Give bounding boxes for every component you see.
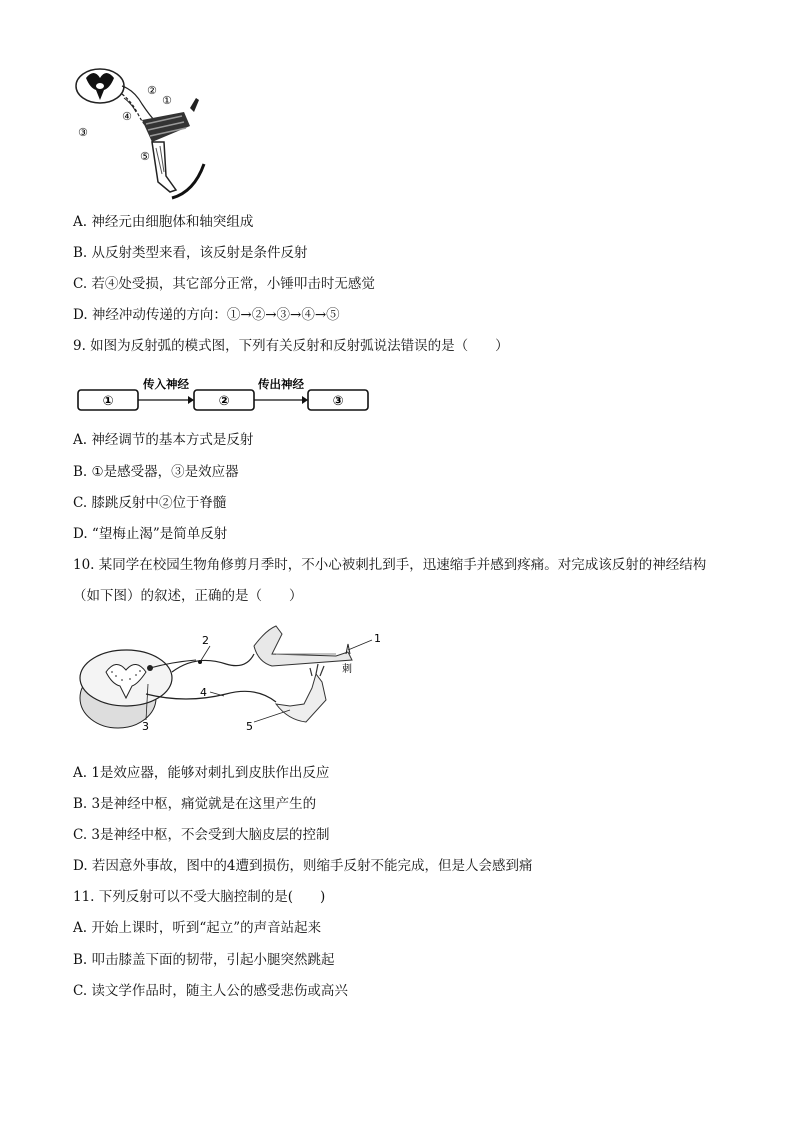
afferent-nerve-label: 传入神经: [143, 377, 189, 391]
q11-option-c[interactable]: C. 读文学作品时，随主人公的感受悲伤或高兴: [73, 983, 348, 999]
hand-reflex-figure: [76, 624, 396, 736]
fig10-label-2: 2: [202, 634, 209, 647]
reflex-arc-diagram: [74, 376, 374, 412]
q8-option-d[interactable]: D. 神经冲动传递的方向：①→②→③→④→⑤: [73, 307, 340, 323]
spinal-cord-cylinder: [80, 650, 172, 728]
label-1: ①: [162, 94, 172, 107]
q9-option-b[interactable]: B. ①是感受器，③是效应器: [73, 464, 239, 480]
fig10-label-1: 1: [374, 632, 381, 645]
fig10-label-5: 5: [246, 720, 253, 733]
q8-option-b[interactable]: B. 从反射类型来看，该反射是条件反射: [73, 245, 308, 261]
knee-reflex-figure: [72, 64, 212, 204]
label-3: ③: [78, 126, 88, 139]
box-1-label: ①: [102, 394, 114, 409]
q11-option-b[interactable]: B. 叩击膝盖下面的韧带，引起小腿突然跳起: [73, 952, 335, 968]
q11-stem: 11. 下列反射可以不受大脑控制的是( ): [73, 889, 326, 905]
spinal-cord-section: [76, 69, 124, 103]
thorn-label: 刺: [342, 664, 352, 675]
fig10-label-3: 3: [142, 720, 149, 733]
label-4: ④: [122, 110, 132, 123]
q10-option-b[interactable]: B. 3是神经中枢，痛觉就是在这里产生的: [73, 796, 317, 812]
label-5: ⑤: [140, 150, 150, 163]
q9-option-a[interactable]: A. 神经调节的基本方式是反射: [73, 432, 254, 448]
q11-option-a[interactable]: A. 开始上课时，听到“起立”的声音站起来: [73, 920, 322, 936]
q10-option-a[interactable]: A. 1是效应器，能够对刺扎到皮肤作出反应: [73, 765, 330, 781]
q10-option-d[interactable]: D. 若因意外事故，图中的4遭到损伤，则缩手反射不能完成，但是人会感到痛: [73, 858, 533, 874]
label-2: ②: [147, 84, 157, 97]
q9-option-c[interactable]: C. 膝跳反射中②位于脊髓: [73, 495, 227, 511]
q8-option-c[interactable]: C. 若④处受损，其它部分正常，小锤叩击时无感觉: [73, 276, 375, 292]
q10-option-c[interactable]: C. 3是神经中枢，不会受到大脑皮层的控制: [73, 827, 330, 843]
q8-option-a[interactable]: A. 神经元由细胞体和轴突组成: [73, 214, 254, 230]
box-3-label: ③: [332, 394, 344, 409]
arm-upper: [254, 626, 352, 666]
fig10-label-4: 4: [200, 686, 207, 699]
q9-option-d[interactable]: D. “望梅止渴”是简单反射: [73, 526, 228, 542]
box-2-label: ②: [218, 394, 230, 409]
q9-stem: 9. 如图为反射弧的模式图，下列有关反射和反射弧说法错误的是（ ）: [73, 338, 509, 354]
leg-drawing: [142, 98, 199, 192]
arm-lower: [276, 664, 326, 722]
q10-stem-line2: （如下图）的叙述，正确的是（ ）: [73, 588, 303, 604]
q10-stem-line1: 10. 某同学在校园生物角修剪月季时，不小心被刺扎到手，迅速缩手并感到疼痛。对完成该反射的神经结构: [73, 557, 707, 573]
efferent-nerve-label: 传出神经: [258, 377, 304, 391]
